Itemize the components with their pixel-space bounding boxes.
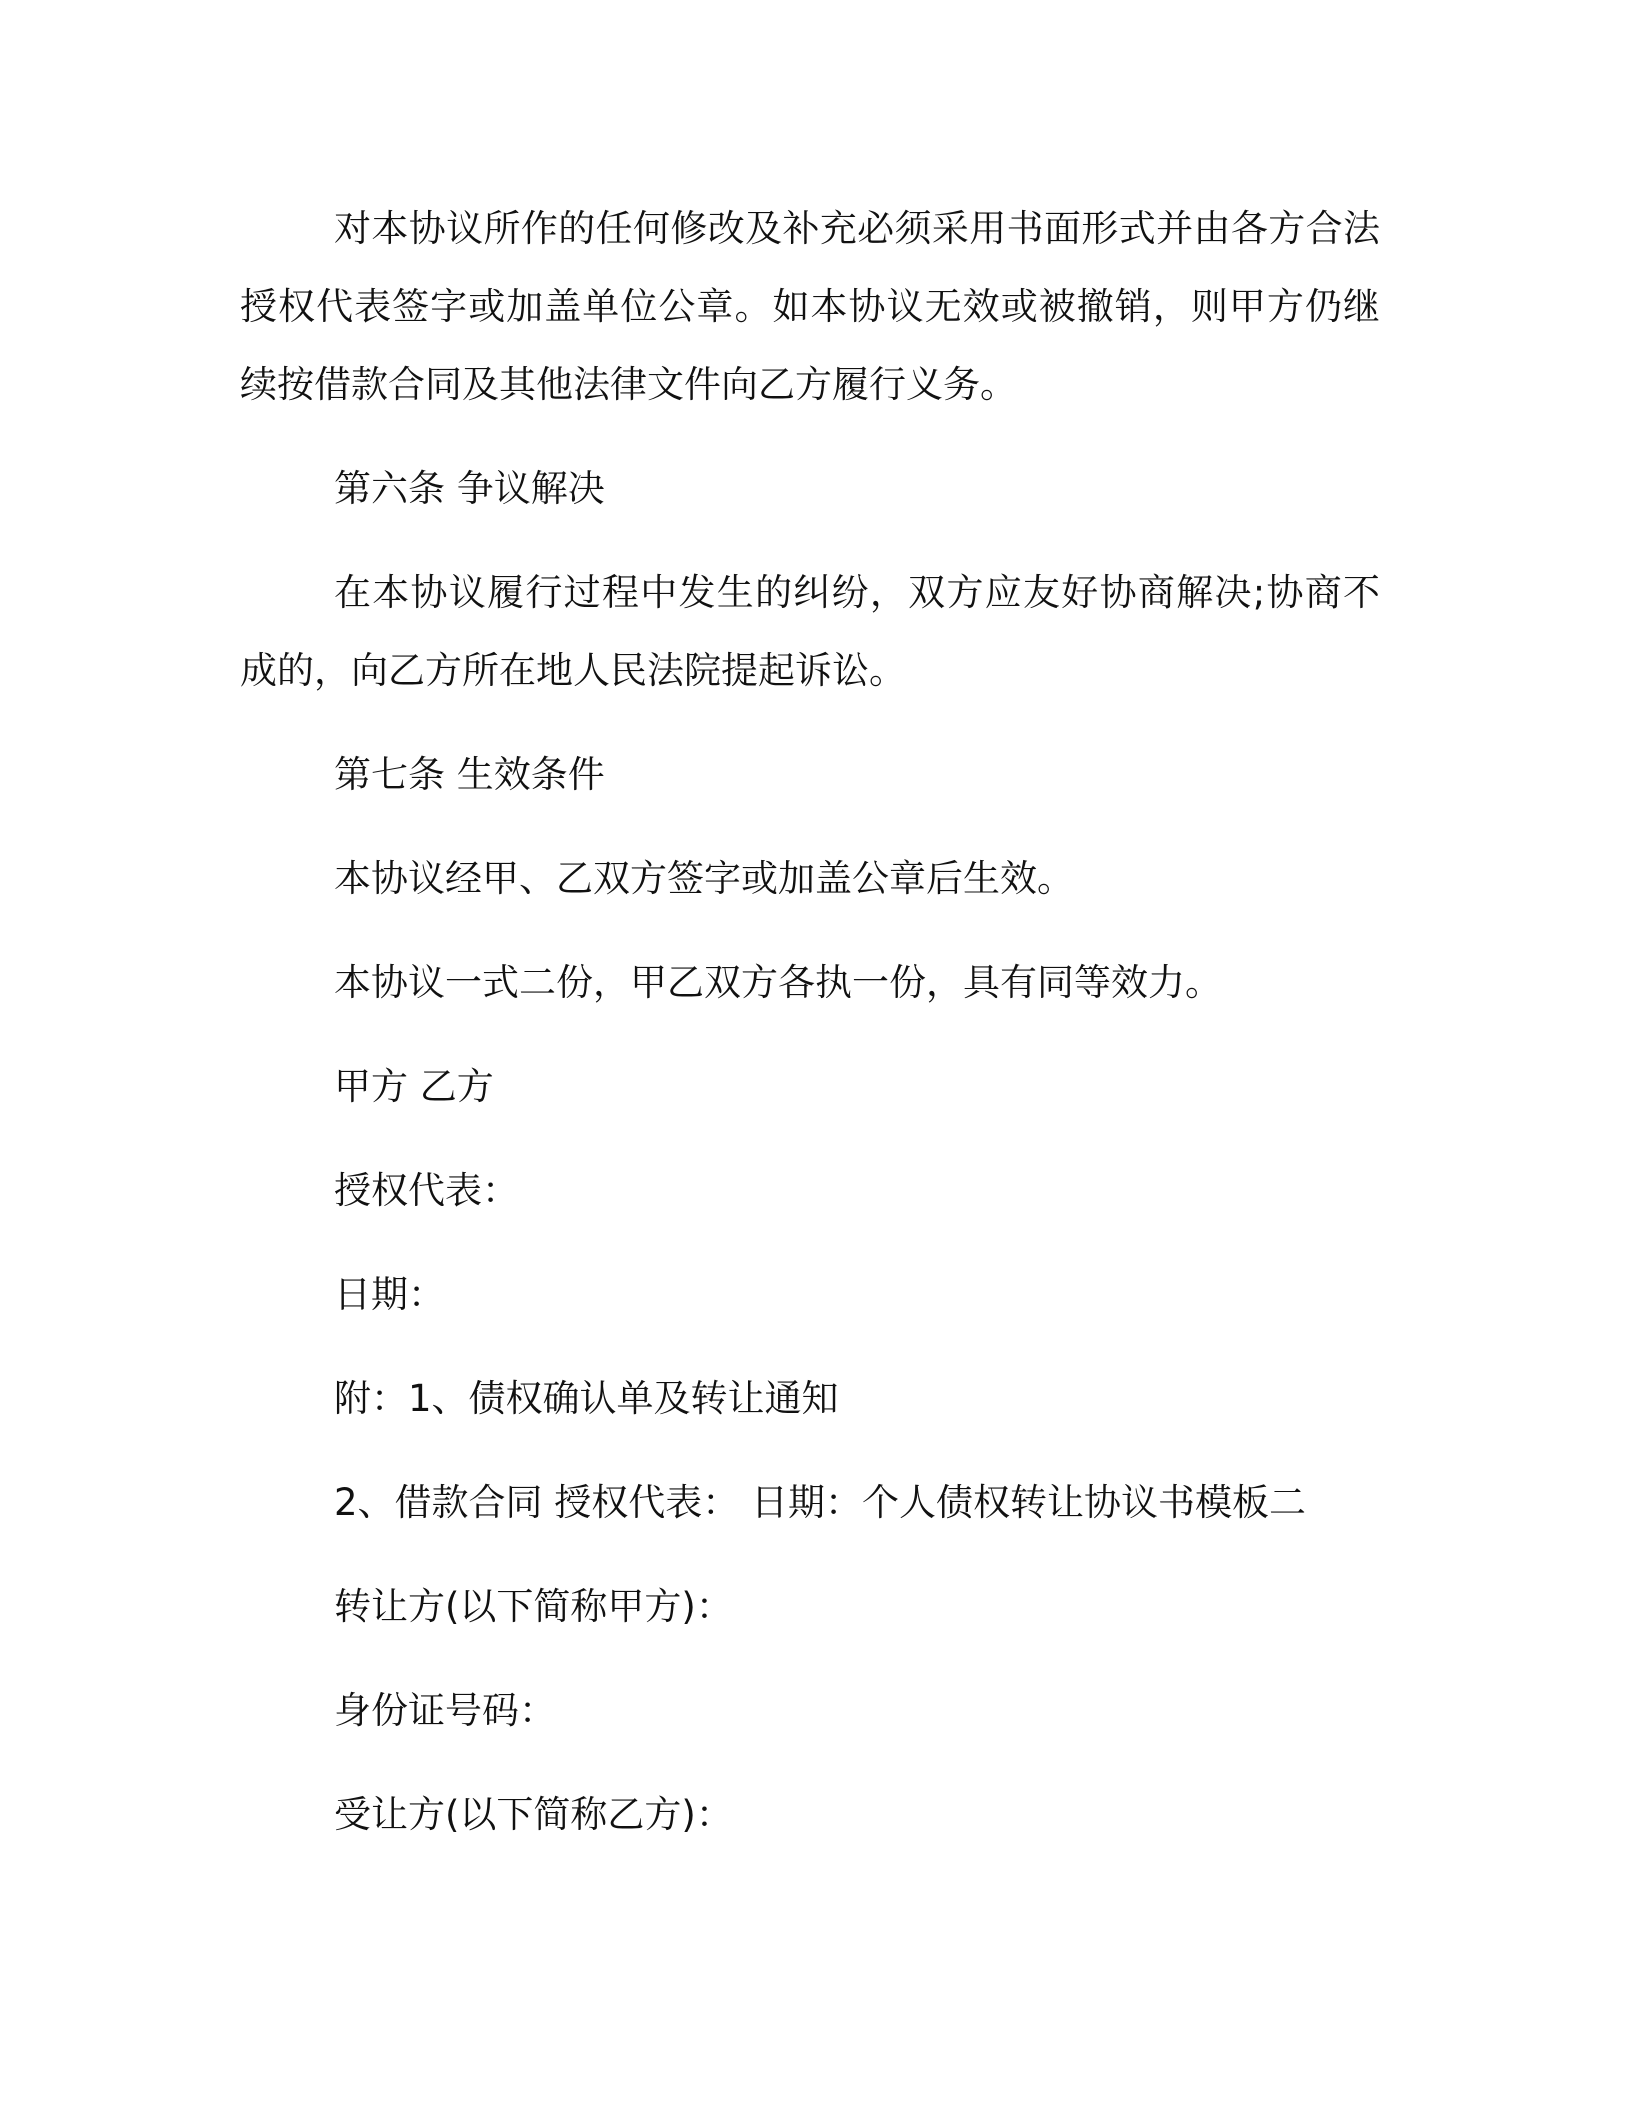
paragraph-amendment-clause: 对本协议所作的任何修改及补充必须采用书面形式并由各方合法授权代表签字或加盖单位公章。如本协议无效或被撤销，则甲方仍继续按借款合同及其他法律文件向乙方履行义务。 [240, 207, 1380, 406]
attachment-line-2: 2、借款合同 授权代表： 日期：个人债权转让协议书模板二 [334, 1481, 1307, 1524]
heading-article-7: 第七条 生效条件 [334, 753, 605, 796]
document-body [240, 190, 1380, 1854]
authorized-representative-line: 授权代表： [334, 1169, 519, 1212]
date-line: 日期： [334, 1273, 445, 1316]
transferee-line: 受让方(以下简称乙方)： [334, 1793, 733, 1836]
attachment-line-1: 附：1、债权确认单及转让通知 [334, 1377, 839, 1420]
id-number-line: 身份证号码： [334, 1689, 556, 1732]
paragraph-effective-condition: 本协议经甲、乙双方签字或加盖公章后生效。 [334, 857, 1074, 900]
paragraph-dispute-resolution: 在本协议履行过程中发生的纠纷，双方应友好协商解决;协商不成的，向乙方所在地人民法院提起诉讼。 [240, 571, 1380, 692]
heading-article-6: 第六条 争议解决 [334, 467, 605, 510]
paragraph-copies: 本协议一式二份，甲乙双方各执一份，具有同等效力。 [334, 961, 1222, 1004]
transferor-line: 转让方(以下简称甲方)： [334, 1585, 733, 1628]
parties-line: 甲方 乙方 [334, 1065, 494, 1108]
